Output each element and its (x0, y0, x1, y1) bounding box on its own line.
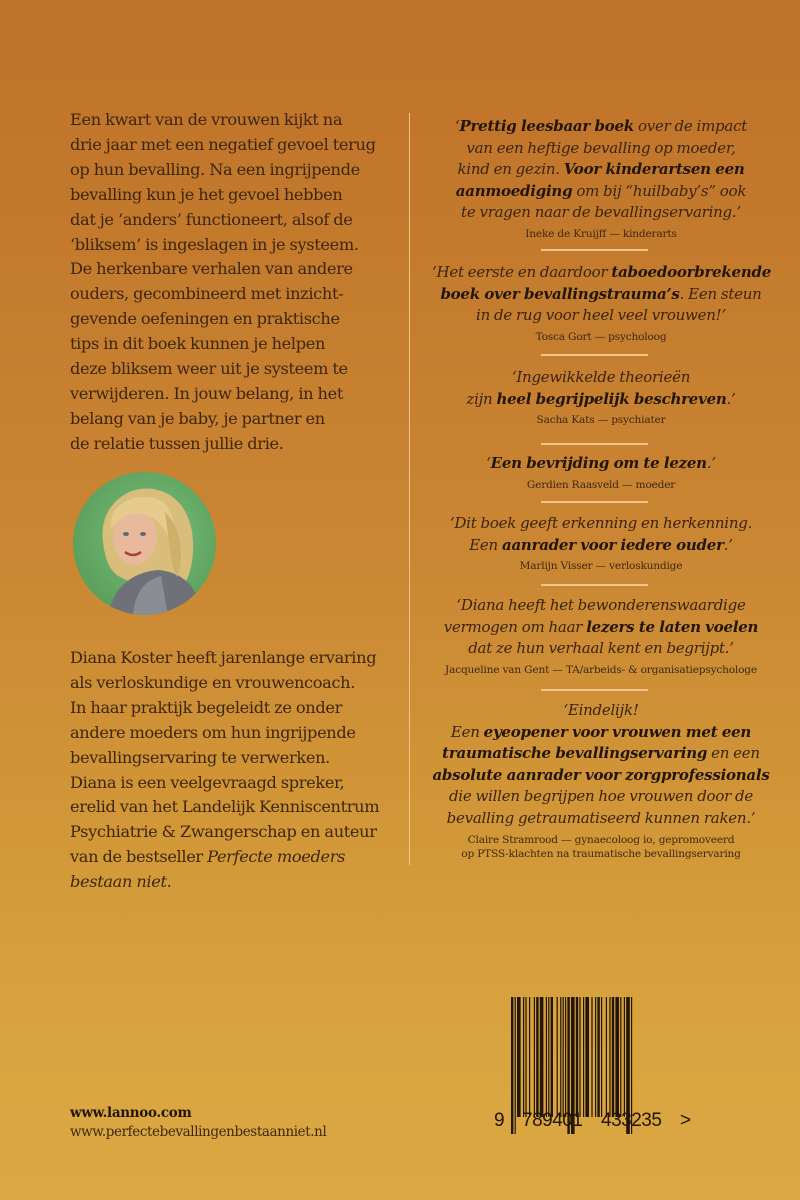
book-website-url[interactable]: www.perfectebevallingenbestaanniet.nl (70, 1124, 327, 1140)
attribution-line: Ineke de Kruijff — kinderarts (525, 227, 677, 240)
quote-line (432, 700, 770, 722)
blurb-line: deze bliksem weer uit je systeem te (70, 359, 348, 379)
bio-line: als verloskundige en vrouwencoach. (70, 672, 356, 692)
quote-text: kind en gezin. (457, 160, 564, 179)
quote-line (432, 181, 770, 203)
review-divider (541, 501, 648, 503)
quote-emphasis: aanmoediging (455, 181, 573, 200)
quote-line (432, 638, 770, 660)
review (432, 595, 770, 677)
quote-line (432, 535, 770, 557)
quote-text: te vragen naar de bevallingservaring.’ (461, 203, 741, 222)
quote-line (432, 305, 770, 327)
blurb-paragraph (70, 108, 380, 457)
review-quote (432, 513, 770, 556)
review (432, 700, 770, 861)
quote-text: in de rug voor heel veel vrouwen!’ (476, 306, 726, 325)
quote-line (432, 262, 770, 284)
review-attribution (432, 559, 770, 573)
quote-emphasis: boek over bevallingstrauma’s (440, 284, 680, 303)
review-divider (541, 354, 648, 356)
quote-line (432, 786, 770, 808)
review-attribution (432, 227, 770, 241)
blurb-line: op hun bevalling. Na een ingrijpende (70, 159, 360, 179)
review-quote (432, 453, 770, 475)
quote-line (432, 202, 770, 224)
review (432, 513, 770, 573)
quote-text: ‘Het eerste en daardoor (432, 263, 612, 281)
quote-text: ‘Dit boek geeft erkenning en herkenning. (449, 514, 753, 532)
attribution-line: Claire Stramrood — gynaecoloog io, gepromoveerd (467, 833, 735, 846)
review-divider (541, 443, 648, 445)
review-quote (432, 262, 770, 327)
review-attribution (432, 330, 770, 344)
quote-text: vermogen om haar (443, 617, 587, 636)
review-divider (541, 689, 648, 691)
blurb-line: verwijderen. In jouw belang, in het (70, 383, 344, 403)
attribution-line: op PTSS-klachten na traumatische bevallingservaring (461, 847, 741, 860)
quote-line (432, 116, 770, 138)
quote-text: bevalling getraumatiseerd kunnen raken.’ (446, 808, 756, 827)
quote-text: ‘ (486, 454, 491, 472)
quote-text: van een heftige bevalling op moeder, (466, 138, 736, 157)
quote-text: om bij “huilbaby’s” ook (572, 181, 747, 200)
column-divider (409, 113, 410, 865)
quote-line (432, 389, 770, 411)
quote-text: Een (450, 722, 484, 741)
quote-text: dat ze hun verhaal kent en begrijpt.’ (468, 639, 734, 658)
bio-line: Psychiatrie & Zwangerschap en auteur (70, 822, 377, 842)
review (432, 453, 770, 492)
quote-line (432, 159, 770, 181)
blurb-line: gevende oefeningen en praktische (70, 309, 340, 329)
quote-emphasis: heel begrijpelijk beschreven (496, 389, 727, 408)
quote-line (432, 743, 770, 765)
footer-links (70, 1104, 326, 1142)
review-quote (432, 595, 770, 660)
quote-line (432, 453, 770, 475)
quote-text: ‘Eindelijk! (563, 701, 639, 719)
isbn-group-1: 789401 (522, 1110, 583, 1131)
blurb-line: ‘bliksem’ is ingeslagen in je systeem. (70, 234, 359, 254)
bio-line: bevallingservaring te verwerken. (70, 747, 330, 767)
blurb-line: De herkenbare verhalen van andere (70, 259, 353, 279)
isbn-prefix: 9 (494, 1110, 505, 1131)
quote-emphasis: Prettig leesbaar boek (459, 117, 634, 135)
review-quote (432, 700, 770, 830)
quote-line (432, 513, 770, 535)
bio-line: bestaan niet. (70, 872, 172, 892)
review-quote (432, 116, 770, 224)
blurb-line: tips in dit boek kunnen je helpen (70, 334, 326, 354)
quote-text: .’ (726, 389, 736, 408)
review (432, 262, 770, 344)
attribution-line: Marlijn Visser — verloskundige (519, 560, 683, 573)
blurb-line: de relatie tussen jullie drie. (70, 433, 284, 453)
review-attribution (432, 663, 770, 677)
author-portrait-illustration (73, 472, 216, 615)
quote-text: .’ (706, 454, 716, 472)
quote-text: over de impact (633, 117, 748, 135)
quote-line (432, 617, 770, 639)
bio-line (70, 845, 390, 870)
attribution-line: Gerdien Raasveld — moeder (526, 478, 676, 491)
blurb-line: drie jaar met een negatief gevoel terug (70, 134, 376, 154)
review-attribution (432, 478, 770, 492)
review-attribution (432, 833, 770, 861)
bio-line: Diana Koster heeft jarenlange ervaring (70, 648, 377, 667)
quote-text: .’ (723, 535, 733, 554)
attribution-line: Jacqueline van Gent — TA/arbeids- & organisatiepsychologe (445, 663, 757, 676)
review (432, 367, 770, 427)
review-attribution (432, 413, 770, 427)
book-title: Perfecte moeders (207, 847, 346, 867)
quote-emphasis: traumatische bevallingservaring (442, 744, 708, 763)
blurb-line: bevalling kun je het gevoel hebben (70, 184, 343, 204)
book-blurb (70, 108, 380, 457)
quote-emphasis: taboedoorbrekende (611, 263, 772, 281)
isbn-marker: > (680, 1110, 691, 1131)
quote-emphasis: lezers te laten voelen (586, 617, 759, 636)
quote-text: en een (707, 744, 760, 763)
quote-text: zijn (466, 389, 497, 408)
bio-line-text: van de bestseller (70, 847, 208, 867)
bio-line: Diana is een veelgevraagd spreker, (70, 772, 345, 792)
review (432, 116, 770, 241)
quote-emphasis: aanrader voor iedere ouder (501, 535, 724, 554)
publisher-url[interactable]: www.lannoo.com (70, 1105, 192, 1121)
quote-text: Een (469, 535, 502, 554)
quote-text: . Een steun (679, 284, 762, 303)
quote-emphasis: Een bevrijding om te lezen (490, 454, 707, 472)
attribution-line: Sacha Kats — psychiater (536, 414, 666, 427)
isbn-group-2: 433235 (601, 1110, 662, 1131)
blurb-line: belang van je baby, je partner en (70, 408, 325, 428)
author-photo (73, 472, 216, 615)
quote-emphasis: absolute aanrader voor zorgprofessionals (432, 765, 770, 784)
quote-text: ‘Ingewikkelde theorieën (511, 368, 691, 386)
review-quote (432, 367, 770, 410)
quote-line (432, 722, 770, 744)
quote-line (432, 138, 770, 160)
author-bio (70, 646, 390, 895)
quote-line (432, 808, 770, 830)
review-divider (541, 584, 648, 586)
attribution-line: Tosca Gort — psycholoog (535, 330, 667, 343)
quote-line (432, 284, 770, 306)
review-divider (541, 249, 648, 251)
quote-text: ‘Diana heeft het bewonderenswaardige (456, 596, 746, 614)
quote-text: die willen begrijpen hoe vrouwen door de (448, 787, 754, 806)
quote-emphasis: Voor kinderartsen een (563, 160, 745, 179)
quote-line (432, 367, 770, 389)
quote-line (432, 595, 770, 617)
book-title: bestaan niet (70, 872, 167, 892)
blurb-line: dat je ‘anders’ functioneert, alsof de (70, 209, 353, 229)
quote-line (432, 765, 770, 787)
bio-line: andere moeders om hun ingrijpende (70, 722, 356, 742)
quote-text: ‘ (454, 117, 460, 135)
bio-paragraph (70, 646, 390, 895)
blurb-line: ouders, gecombineerd met inzicht- (70, 284, 344, 304)
bio-line: In haar praktijk begeleidt ze onder (70, 697, 342, 717)
blurb-line: Een kwart van de vrouwen kijkt na (70, 110, 343, 129)
bio-line: erelid van het Landelijk Kenniscentrum (70, 797, 380, 817)
quote-emphasis: eyeopener voor vrouwen met een (483, 722, 752, 741)
